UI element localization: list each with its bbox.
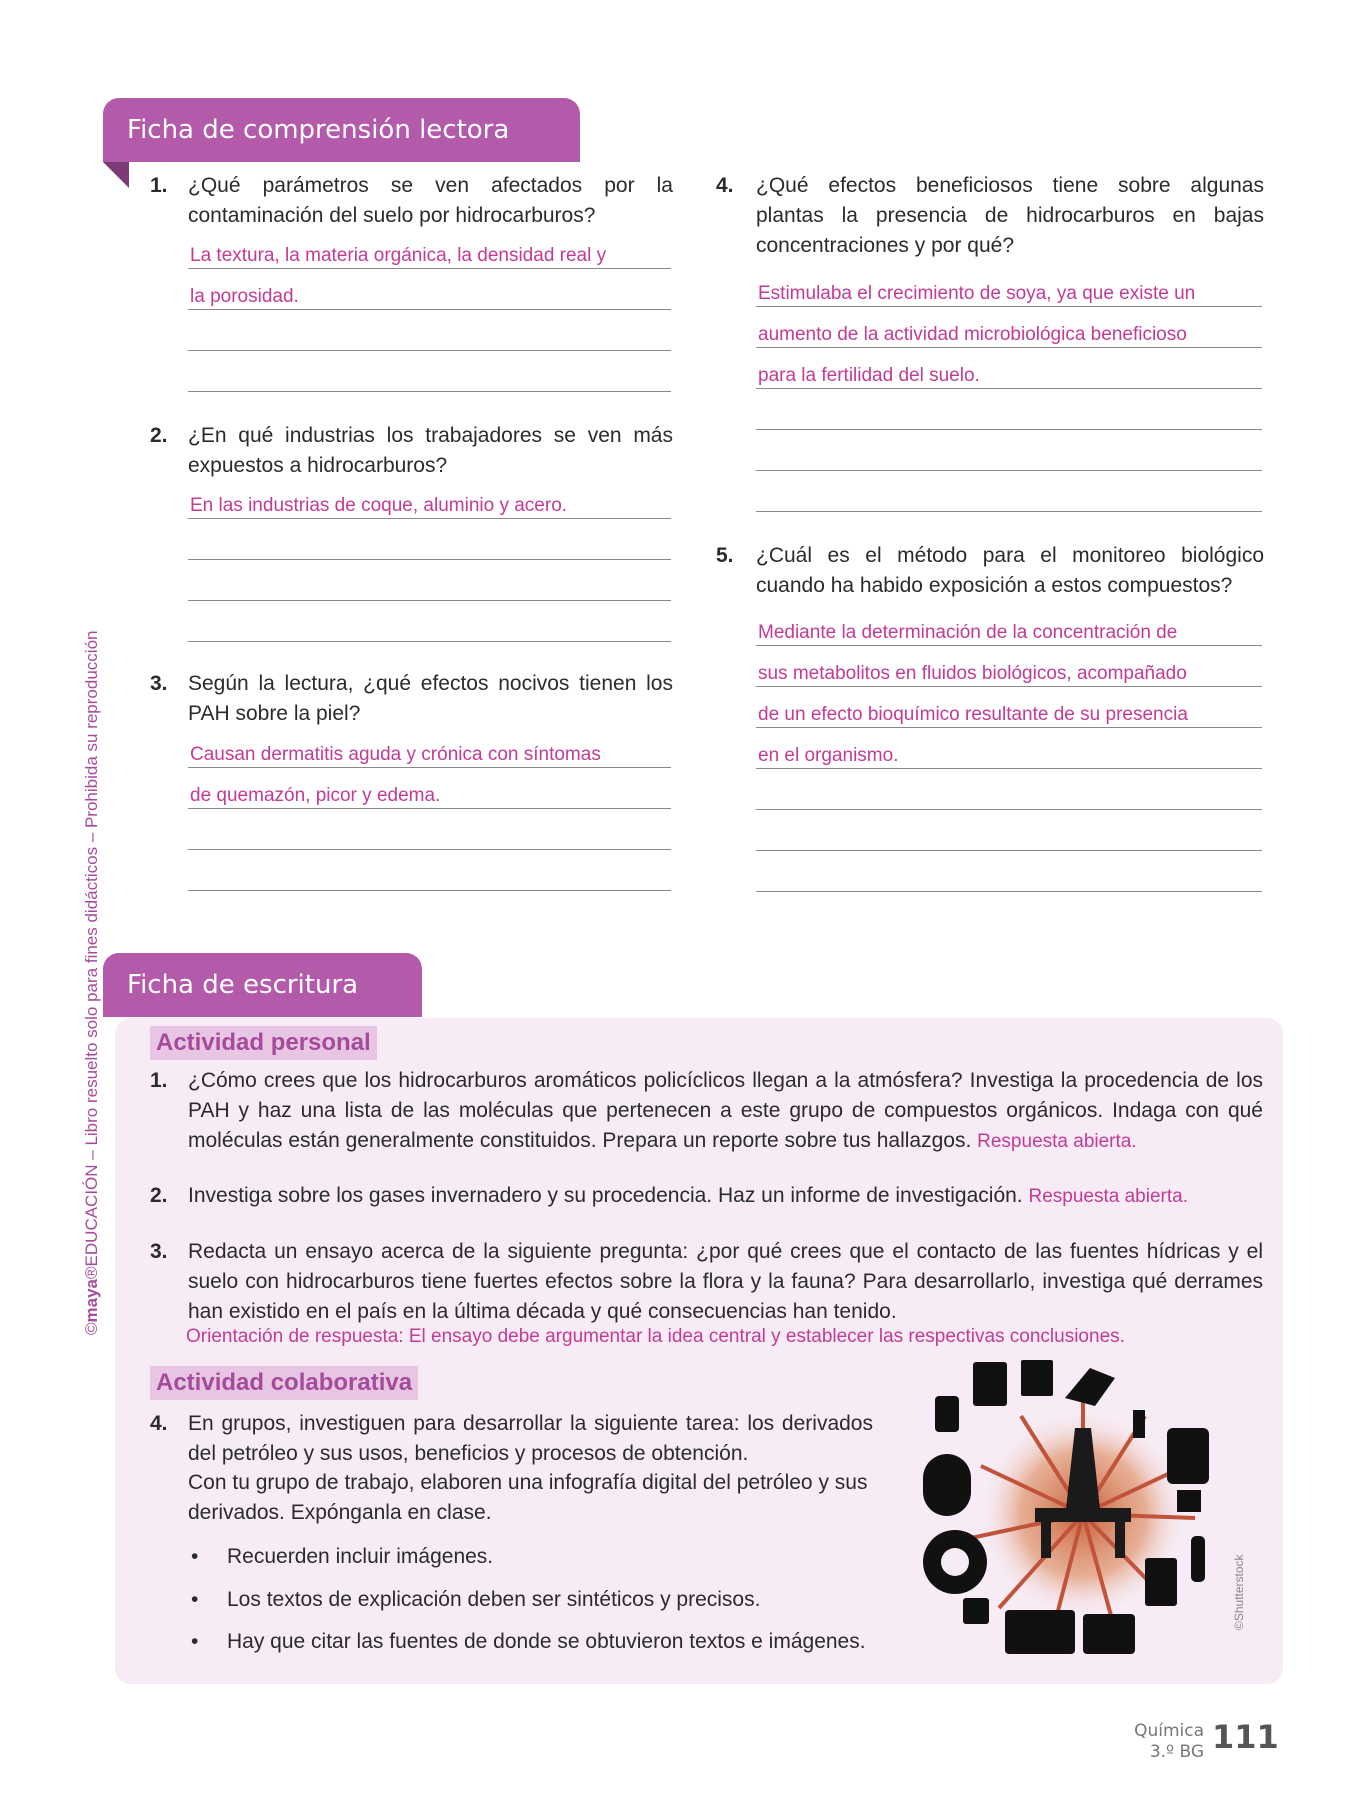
page-number: 111 xyxy=(1212,1718,1279,1756)
answer-rule xyxy=(188,309,671,310)
activity-text: Investiga sobre los gases invernadero y su procedencia. Haz un informe de investigación. Respuesta abierta. xyxy=(188,1184,1188,1207)
answer-rule xyxy=(188,767,671,768)
jerrycan-icon xyxy=(973,1362,1007,1406)
answer-rule xyxy=(756,429,1262,430)
activity-number: 3. xyxy=(150,1240,168,1263)
activity-text-2: Con tu grupo de trabajo, elaboren una infografía digital del petróleo y sus derivados. Expónganla en clase. xyxy=(188,1471,868,1524)
question-number: 1. xyxy=(150,174,168,197)
answer-rule xyxy=(756,809,1262,810)
answer-rule xyxy=(188,600,671,601)
question-text: ¿Cuál es el método para el monitoreo biológico cuando ha habido exposición a estos compuestos? xyxy=(756,544,1264,597)
answer-rule xyxy=(756,686,1262,687)
answer-rule xyxy=(188,849,671,850)
answer-line: para la fertilidad del suelo. xyxy=(758,365,980,386)
reading-section-title: Ficha de comprensión lectora xyxy=(103,98,580,162)
answer-rule xyxy=(188,641,671,642)
question-text: ¿En qué industrias los trabajadores se ven más expuestos a hidrocarburos? xyxy=(188,424,673,477)
fuel-pump-icon xyxy=(1145,1558,1177,1606)
writing-section-title: Ficha de escritura xyxy=(103,953,422,1017)
footer-grade: 3.º BG xyxy=(1149,1742,1204,1762)
answer-rule xyxy=(188,559,671,560)
answer-line: Mediante la determinación de la concentración de xyxy=(758,622,1178,643)
answer-rule xyxy=(756,645,1262,646)
activity-text: En grupos, investiguen para desarrollar la siguiente tarea: los derivados del petróleo y sus usos, beneficios y procesos de obtención. xyxy=(188,1412,873,1465)
answer-line: aumento de la actividad microbiológica beneficioso xyxy=(758,324,1187,345)
tab-fold-decoration xyxy=(103,162,129,188)
answer-rule xyxy=(756,768,1262,769)
activity-text: Redacta un ensayo acerca de la siguiente pregunta: ¿por qué crees que el contacto de las fuentes hídricas y el suelo con hidrocarburos tiene fuertes efectos sobre la flora y la fauna? Para desarrollarlo, investiga qué derrames han existido en el país en la última década y qué consecuencias han tenido. xyxy=(188,1240,1263,1323)
bullet-item: • Los textos de explicación deben ser sintéticos y precisos. xyxy=(191,1588,761,1611)
answer-line: Estimulaba el crecimiento de soya, ya que existe un xyxy=(758,283,1196,304)
activity-answer: Orientación de respuesta: El ensayo debe argumentar la idea central y establecer las respectivas conclusiones. xyxy=(186,1326,1125,1347)
answer-line: sus metabolitos en fluidos biológicos, acompañado xyxy=(758,663,1187,684)
container-icon xyxy=(1167,1428,1209,1484)
answer-rule xyxy=(188,268,671,269)
oil-lamp-icon xyxy=(1133,1410,1145,1438)
bucket-icon xyxy=(1177,1490,1201,1512)
image-credit: ©Shutterstock xyxy=(1232,1554,1246,1630)
activity-number: 4. xyxy=(150,1412,168,1435)
answer-rule xyxy=(756,470,1262,471)
activity-answer: Respuesta abierta. xyxy=(977,1131,1137,1152)
answer-rule xyxy=(188,350,671,351)
activity-number: 1. xyxy=(150,1069,168,1092)
answer-line: de quemazón, picor y edema. xyxy=(190,785,441,806)
activity-number: 2. xyxy=(150,1184,168,1207)
activity-text: ¿Cómo crees que los hidrocarburos aromáticos policíclicos llegan a la atmósfera? Investiga la procedencia de los PAH y haz una lista de las moléculas que pertenecen a este grupo de compuestos orgánicos. Indaga con qué moléculas están generalmente constituidos. Prepara un reporte sobre tus hallazgos. Respuesta abierta. xyxy=(188,1069,1263,1152)
bottle-icon xyxy=(935,1396,959,1432)
question-number: 5. xyxy=(716,544,734,567)
petroleum-derivatives-illustration xyxy=(915,1358,1245,1670)
answer-rule xyxy=(188,808,671,809)
bottle-icon xyxy=(1191,1536,1205,1582)
answer-line: en el organismo. xyxy=(758,745,899,766)
answer-line: de un efecto bioquímico resultante de su presencia xyxy=(758,704,1188,725)
question-number: 4. xyxy=(716,174,734,197)
answer-rule xyxy=(756,388,1262,389)
answer-rule xyxy=(756,347,1262,348)
question-number: 3. xyxy=(150,672,168,695)
footer-subject: Química xyxy=(1134,1721,1204,1741)
answer-rule xyxy=(756,891,1262,892)
copyright-side-note: ©maya®EDUCACIÓN – Libro resuelto solo para fines didácticos – Prohibida su reproducción xyxy=(82,630,101,1335)
answer-rule xyxy=(188,890,671,891)
answer-rule xyxy=(188,391,671,392)
barrel-icon xyxy=(923,1454,971,1516)
answer-rule xyxy=(756,727,1262,728)
fuel-can-icon xyxy=(1021,1360,1053,1396)
bullet-item: • Recuerden incluir imágenes. xyxy=(191,1545,494,1568)
collaborative-activity-label: Actividad colaborativa xyxy=(150,1366,418,1400)
bullet-item: • Hay que citar las fuentes de donde se obtuvieron textos e imágenes. xyxy=(191,1630,866,1653)
question-text: ¿Qué parámetros se ven afectados por la contaminación del suelo por hidrocarburos? xyxy=(188,174,673,227)
answer-line: En las industrias de coque, aluminio y acero. xyxy=(190,495,568,516)
answer-line: la porosidad. xyxy=(190,286,299,307)
answer-rule xyxy=(756,306,1262,307)
jug-icon xyxy=(1083,1614,1135,1654)
question-number: 2. xyxy=(150,424,168,447)
answer-rule xyxy=(756,511,1262,512)
answer-line: La textura, la materia orgánica, la densidad real y xyxy=(190,245,607,266)
containers-icon xyxy=(1005,1610,1075,1654)
answer-rule xyxy=(188,518,671,519)
question-text: Según la lectura, ¿qué efectos nocivos tienen los PAH sobre la piel? xyxy=(188,672,673,725)
personal-activity-label: Actividad personal xyxy=(150,1026,377,1060)
road-icon xyxy=(1065,1368,1115,1406)
question-text: ¿Qué efectos beneficiosos tiene sobre algunas plantas la presencia de hidrocarburos en bajas concentraciones y por qué? xyxy=(756,174,1264,257)
chemical-bottles-icon xyxy=(963,1598,989,1624)
activity-answer: Respuesta abierta. xyxy=(1028,1186,1188,1207)
answer-rule xyxy=(756,850,1262,851)
answer-line: Causan dermatitis aguda y crónica con síntomas xyxy=(190,744,601,765)
